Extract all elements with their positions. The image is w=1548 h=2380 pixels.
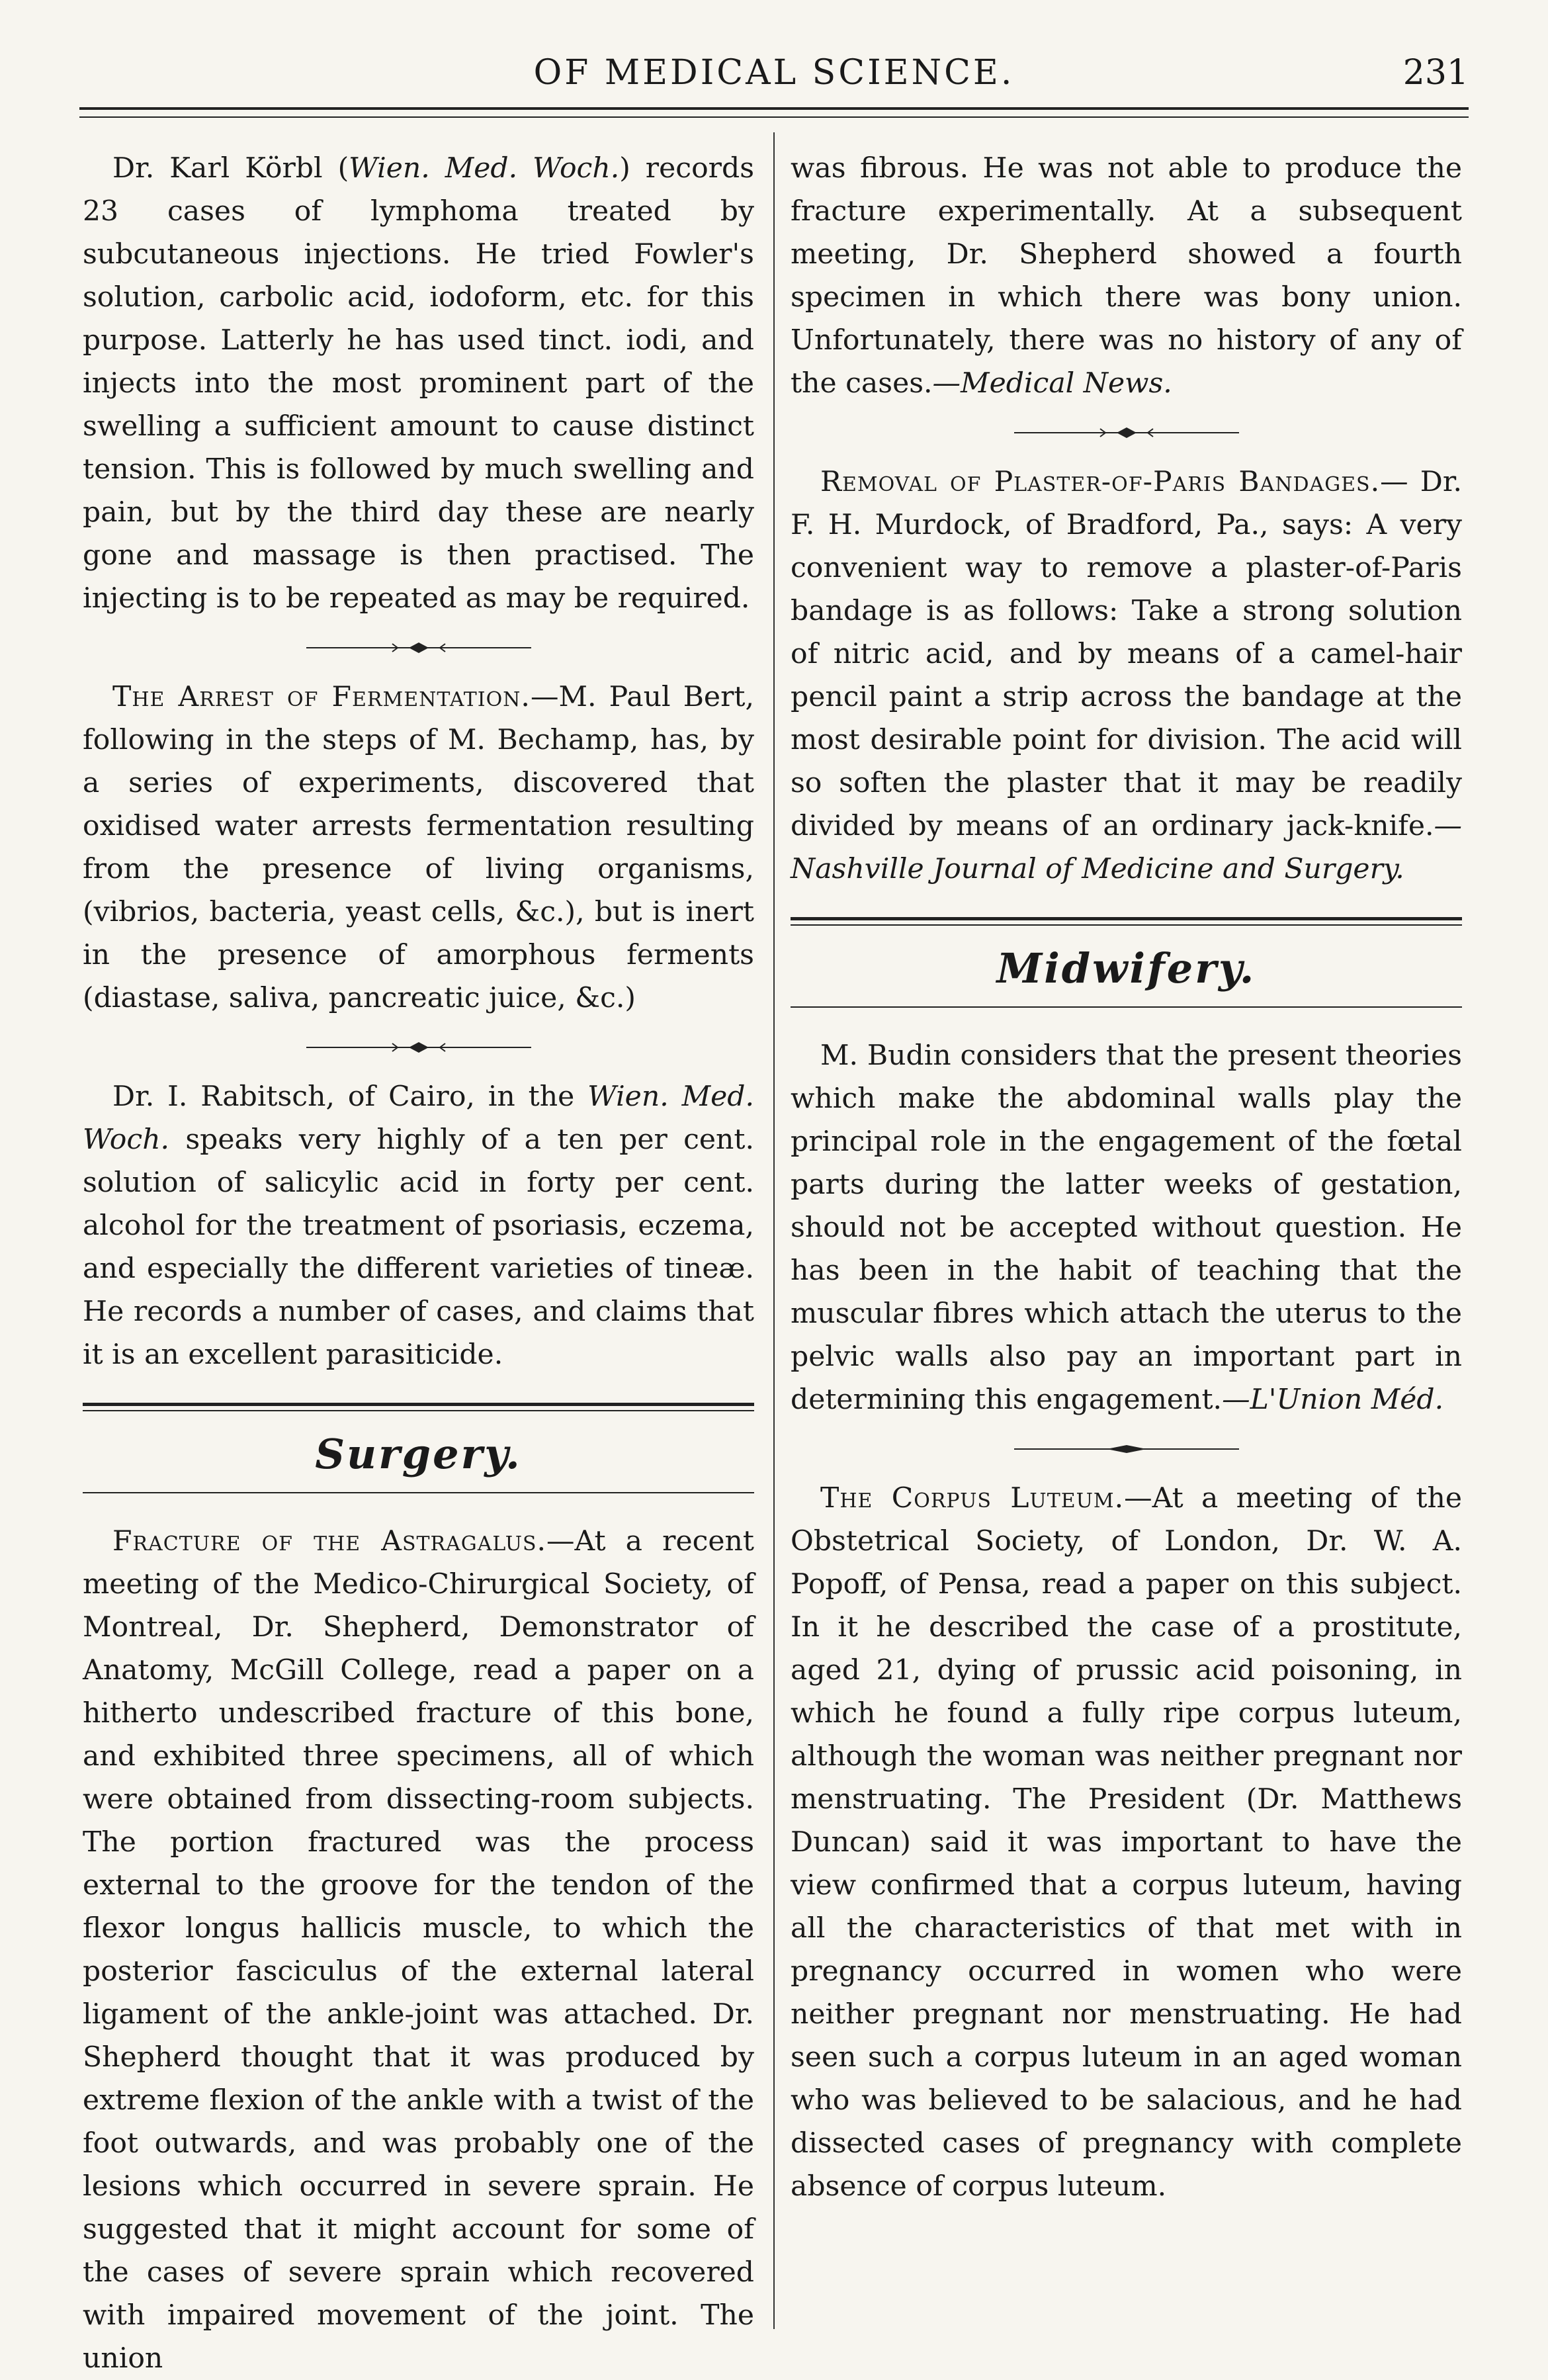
source-citation: —L'Union Méd.	[1222, 1384, 1444, 1416]
paragraph-budin: M. Budin considers that the present theories which make the abdominal walls play the principal role in the engagement of the fœtal parts during the latter weeks of gestation, should not be accepted without question. He has been in the habit of teaching that the muscular fibres which attach the uterus to the pelvic walls also pay an important part in determining this engagement.—L'Union Méd.	[791, 1039, 1462, 1416]
ornament-divider	[306, 1039, 531, 1055]
section-title-surgery: Surgery.	[315, 1430, 522, 1478]
article-heading: The Arrest of Fermentation.	[112, 681, 531, 713]
header-rule	[79, 107, 1469, 118]
left-column	[83, 147, 754, 2380]
running-title: OF MEDICAL SCIENCE.	[533, 53, 1015, 93]
paragraph-rabitsch: Dr. I. Rabitsch, of Cairo, in the Wien. Med. Woch. speaks very highly of a ten per cent. solution of salicylic acid in forty per cent. alcohol for the treatment of psoriasis, eczema, and especially the different varieties of tineæ. He records a number of cases, and claims that it is an excellent parasiticide.	[83, 1080, 754, 1371]
article-heading: Fracture of the Astragalus.	[112, 1525, 547, 1558]
ornament-divider	[306, 640, 531, 656]
article-heading: Removal of Plaster-of-Paris Bandages.	[820, 466, 1381, 498]
paragraph-fibrous-continued: was fibrous. He was not able to produce the fracture experimentally. At a subsequent meeting, Dr. Shepherd showed a fourth specimen in which there was bony union. Unfortunately, there was no history of any of the cases.—Medical News.	[791, 152, 1462, 400]
section-title-midwifery: Midwifery.	[996, 944, 1256, 992]
paragraph-corpus-luteum: The Corpus Luteum.—At a meeting of the Obstetrical Society, of London, Dr. W. A. Popoff, of Pensa, read a paper on this subject. In it he described the case of a prostitute, aged 21, dying of prussic acid poisoning, in which he found a fully ripe corpus luteum, although the woman was neither pregnant nor menstruating. The President (Dr. Matthews Duncan) said it was important to have the view confirmed that a corpus luteum, having all the characteristics of that met with in pregnancy occurred in women who were neither pregnant nor menstruating. He had seen such a corpus luteum in an aged woman who was believed to be salacious, and he had dissected cases of pregnancy with complete absence of corpus luteum.	[791, 1482, 1462, 2203]
ornament-divider	[1014, 425, 1239, 441]
right-column	[791, 147, 1462, 2208]
section-rule	[791, 1006, 1462, 1008]
ornament-divider	[1014, 1441, 1239, 1457]
page-number: 231	[1402, 53, 1469, 93]
paragraph-plaster-bandages: Removal of Plaster-of-Paris Bandages.— Dr. F. H. Murdock, of Bradford, Pa., says: A very convenient way to remove a plaster-of-Paris bandage is as follows: Take a strong solution of nitric acid, and by means of a camel-hair pencil paint a strip across the bandage at the most desirable point for division. The acid will so soften the plaster that it may be readily divided by means of an ordinary jack-knife.— Nashville Journal of Medicine and Surgery.	[791, 466, 1462, 885]
section-rule	[83, 1492, 754, 1493]
paragraph-astragalus: Fracture of the Astragalus.—At a recent meeting of the Medico-Chirurgical Society, of Montreal, Dr. Shepherd, Demonstrator of Anatomy, McGill College, read a paper on a hitherto undescribed fracture of this bone, and exhibited three specimens, all of which were obtained from dissecting-room subjects. The portion fractured was the process external to the groove for the tendon of the flexor longus hallicis muscle, to which the posterior fasciculus of the external lateral ligament of the ankle-joint was attached. Dr. Shepherd thought that it was produced by extreme flexion of the ankle with a twist of the foot outwards, and was probably one of the lesions which occurred in severe sprain. He suggested that it might account for some of the cases of severe sprain which recovered with impaired movement of the joint. The union	[83, 1525, 754, 2375]
source-citation: — Nashville Journal of Medicine and Surgery.	[791, 810, 1462, 885]
page-header	[79, 53, 1469, 106]
paragraph-korbl: Dr. Karl Körbl (Wien. Med. Woch.) records 23 cases of lymphoma treated by subcutaneous injections. He tried Fowler's solution, carbolic acid, iodoform, etc. for this purpose. Latterly he has used tinct. iodi, and injects into the most prominent part of the swelling a sufficient amount to cause distinct tension. This is followed by much swelling and pain, but by the third day these are nearly gone and massage is then practised. The injecting is to be repeated as may be required.	[83, 152, 755, 615]
section-rule	[791, 917, 1462, 926]
column-separator	[773, 132, 775, 2329]
article-heading: The Corpus Luteum.	[820, 1482, 1125, 1515]
source-citation: —Medical News.	[932, 367, 1172, 400]
journal-citation: Wien. Med. Woch.	[349, 152, 620, 185]
section-rule	[83, 1403, 754, 1411]
paragraph-fermentation: The Arrest of Fermentation.—M. Paul Bert, following in the steps of M. Bechamp, has, by a series of experiments, discovered that oxidised water arrests fermentation resulting from the presence of living organisms, (vibrios, bacteria, yeast cells, &c.), but is inert in the presence of amorphous ferments (diastase, saliva, pancreatic juice, &c.)	[83, 681, 754, 1014]
journal-citation: Wien. Med. Woch.	[83, 1080, 754, 1156]
